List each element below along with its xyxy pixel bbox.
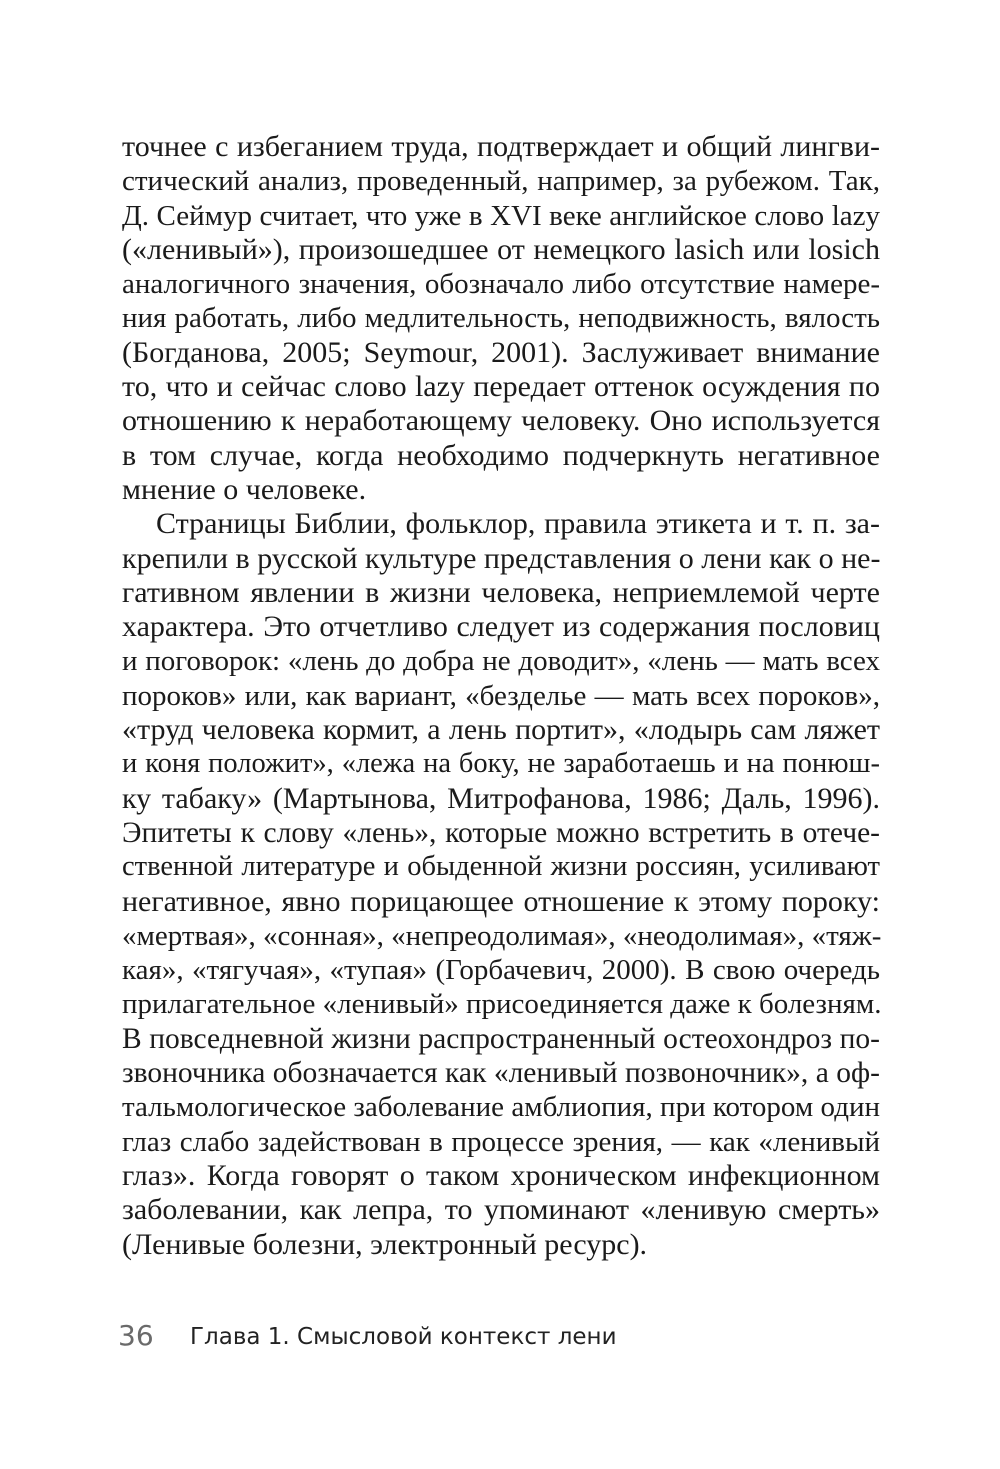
text-line: пороков» или, как вариант, «безделье — мать всех пороков», — [122, 679, 880, 712]
text-line: характера. Это отчетливо следует из содержания пословиц — [122, 610, 880, 644]
text-line: аналогичного значения, обозначало либо отсутствие намере- — [122, 268, 880, 301]
text-line: «мертвая», «сонная», «непреодолимая», «неодолимая», «тяж- — [122, 919, 882, 952]
text-line: Эпитеты к слову «лень», которые можно встретить в отече- — [122, 816, 880, 849]
text-line: и поговорок: «лень до добра не доводит», «лень — мать всех — [122, 645, 880, 678]
text-line: мнение о человеке. — [122, 472, 367, 506]
text-line: гативном явлении в жизни человека, неприемлемой черте — [122, 575, 880, 609]
text-line: (Богданова, 2005; Seymour, 2001). Заслуживает внимание — [122, 335, 880, 369]
text-line: ственной литературе и обыденной жизни россиян, усиливают — [122, 851, 880, 883]
body-text — [122, 130, 880, 1262]
text-line: крепили в русской культуре представления о лени как о не- — [122, 541, 881, 575]
text-line: Страницы Библии, фольклор, правила этикета и т. п. за- — [156, 507, 880, 541]
text-line: В повседневной жизни распространенный остеохондроз по- — [122, 1022, 880, 1055]
text-line: в том случае, когда необходимо подчеркнуть негативное — [122, 438, 880, 472]
text-line: «труд человека кормит, а лень портит», «лодырь сам ляжет — [122, 713, 880, 747]
text-line: тальмологическое заболевание амблиопия, при котором один — [122, 1091, 880, 1124]
text-line: стический анализ, проведенный, например, за рубежом. Так, — [122, 165, 880, 198]
text-line: Д. Сеймур считает, что уже в XVI веке английское слово lazy — [122, 199, 880, 232]
paragraph-2 — [122, 507, 880, 1262]
text-line: ку табаку» (Мартынова, Митрофанова, 1986; Даль, 1996). — [122, 781, 880, 815]
text-line: глаз слабо задействован в процессе зрения, — как «ленивый — [122, 1125, 880, 1158]
page-number: 36 — [118, 1319, 154, 1352]
paragraph-1 — [122, 130, 880, 507]
text-line: (Ленивые болезни, электронный ресурс). — [122, 1227, 648, 1261]
text-line: и коня положит», «лежа на боку, не заработаешь и на понюш- — [122, 748, 880, 780]
text-line: отношению к неработающему человеку. Оно используется — [122, 404, 880, 438]
text-line: ния работать, либо медлительность, неподвижность, вялость — [122, 302, 880, 335]
text-line: прилагательное «ленивый» присоединяется даже к болезням. — [122, 988, 882, 1021]
text-line: точнее с избеганием труда, подтверждает и общий лингви- — [122, 130, 880, 163]
text-line: негативное, явно порицающее отношение к этому пороку: — [122, 884, 880, 918]
text-line: («ленивый»), произошедшее от немецкого lasich или losich — [122, 232, 880, 266]
text-line: кая», «тягучая», «тупая» (Горбачевич, 2000). В свою очередь — [122, 954, 880, 987]
text-line: глаз». Когда говорят о таком хроническом инфекционном — [122, 1158, 880, 1192]
running-chapter-title: Глава 1. Смысловой контекст лени — [190, 1324, 617, 1350]
text-line: заболевании, как лепра, то упоминают «ленивую смерть» — [122, 1193, 880, 1227]
text-line: то, что и сейчас слово lazy передает оттенок осуждения по — [122, 370, 880, 404]
text-line: звоночника обозначается как «ленивый позвоночник», а оф- — [122, 1057, 880, 1090]
